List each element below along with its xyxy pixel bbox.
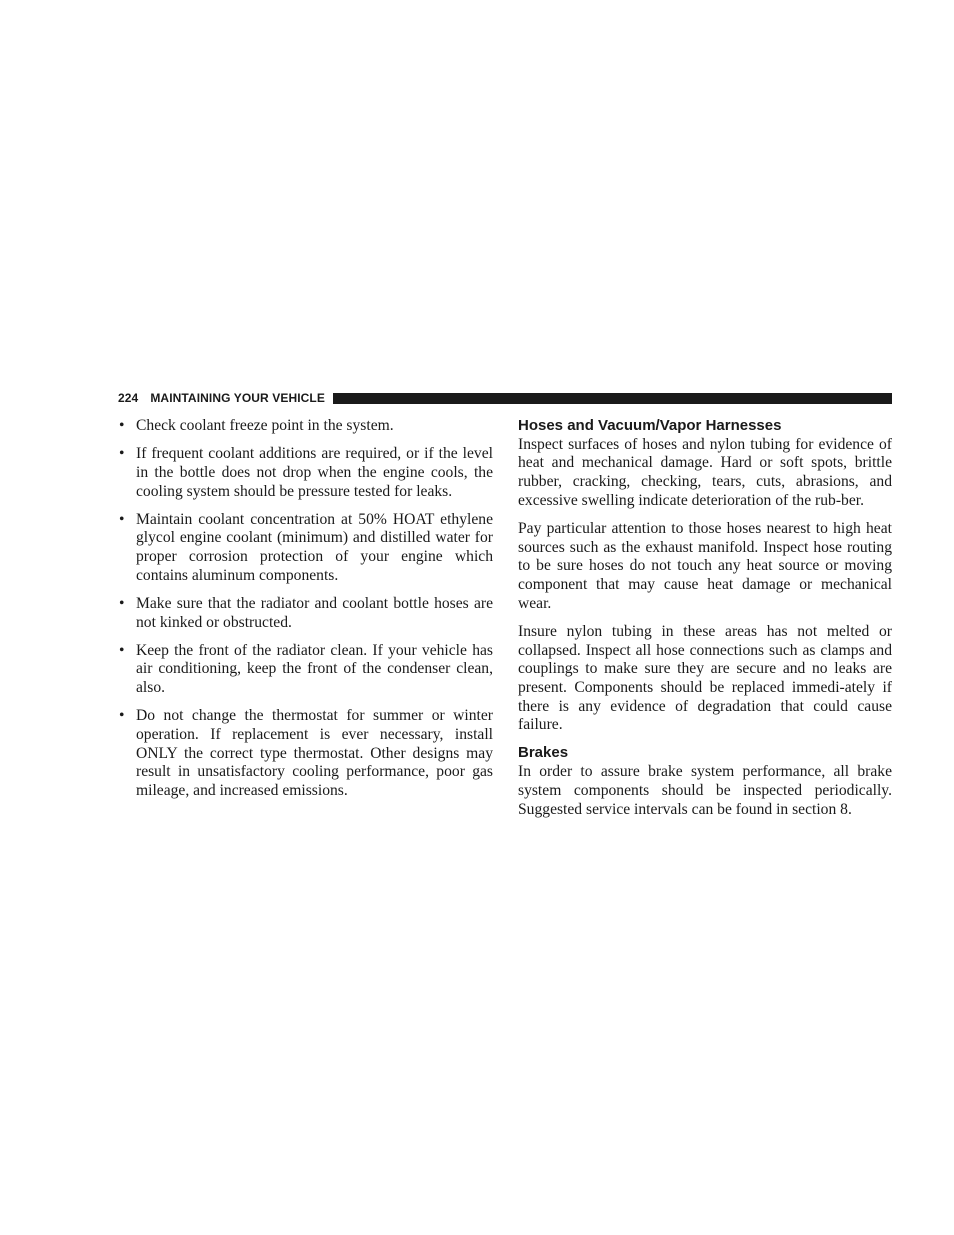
- right-column: [518, 417, 892, 829]
- left-column: [118, 417, 493, 810]
- brakes-paragraph: In order to assure brake system performance, all brake system components should be inspected periodically. Suggested service intervals can be found in section 8.: [518, 763, 892, 818]
- bullet-icon: •: [119, 594, 125, 612]
- list-item-text: Check coolant freeze point in the system.: [136, 417, 394, 434]
- list-item-text: If frequent coolant additions are required, or if the level in the bottle does not drop when the engine cools, the cooling system should be pressure tested for leaks.: [136, 445, 493, 500]
- header-rule: [333, 393, 892, 404]
- hoses-paragraph: Inspect surfaces of hoses and nylon tubing for evidence of heat and mechanical damage. Hard or soft spots, brittle rubber, cracking, checking, tears, cuts, abrasions, and excessive swelling indicate deterioration of the rub-ber.: [518, 435, 892, 509]
- hoses-paragraph: Pay particular attention to those hoses nearest to high heat sources such as the exhaust manifold. Inspect hose routing to be sure hoses do not touch any heat source or moving component that may cause heat damage or mechanical wear.: [518, 519, 892, 612]
- list-item-text: Do not change the thermostat for summer or winter operation. If replacement is ever necessary, install ONLY the correct type thermostat. Other designs may result in unsatisfactory cooling performance, poor gas mileage, and increased emissions.: [136, 707, 493, 799]
- list-item: [118, 707, 493, 801]
- bullet-icon: •: [119, 510, 125, 528]
- brakes-heading: Brakes: [518, 744, 569, 762]
- bullet-icon: •: [119, 707, 125, 725]
- page-number: 224: [118, 391, 139, 405]
- list-item: [118, 642, 493, 698]
- hoses-heading: Hoses and Vacuum/Vapor Harnesses: [518, 417, 782, 434]
- cooling-checklist: [118, 417, 493, 801]
- list-item-text: Make sure that the radiator and coolant bottle hoses are not kinked or obstructed.: [136, 594, 493, 631]
- list-item: [118, 445, 493, 501]
- list-item: [118, 511, 493, 586]
- bullet-icon: •: [119, 417, 125, 434]
- list-item-text: Maintain coolant concentration at 50% HOAT ethylene glycol engine coolant (minimum) and distilled water for proper corrosion protection of your engine which contains aluminum components.: [136, 510, 493, 584]
- list-item: [118, 595, 493, 632]
- hoses-paragraph: Insure nylon tubing in these areas has not melted or collapsed. Inspect all hose connections such as clamps and couplings to make sure they are secure and no leaks are present. Components should be replaced immedi-ately if there is any evidence of degradation that could cause failure.: [518, 622, 892, 734]
- list-item-text: Keep the front of the radiator clean. If your vehicle has air conditioning, keep the front of the condenser clean, also.: [136, 641, 493, 696]
- bullet-icon: •: [119, 641, 125, 659]
- page-header: [118, 390, 892, 406]
- bullet-icon: •: [119, 445, 125, 463]
- list-item: [118, 417, 493, 436]
- section-title: MAINTAINING YOUR VEHICLE: [150, 391, 325, 405]
